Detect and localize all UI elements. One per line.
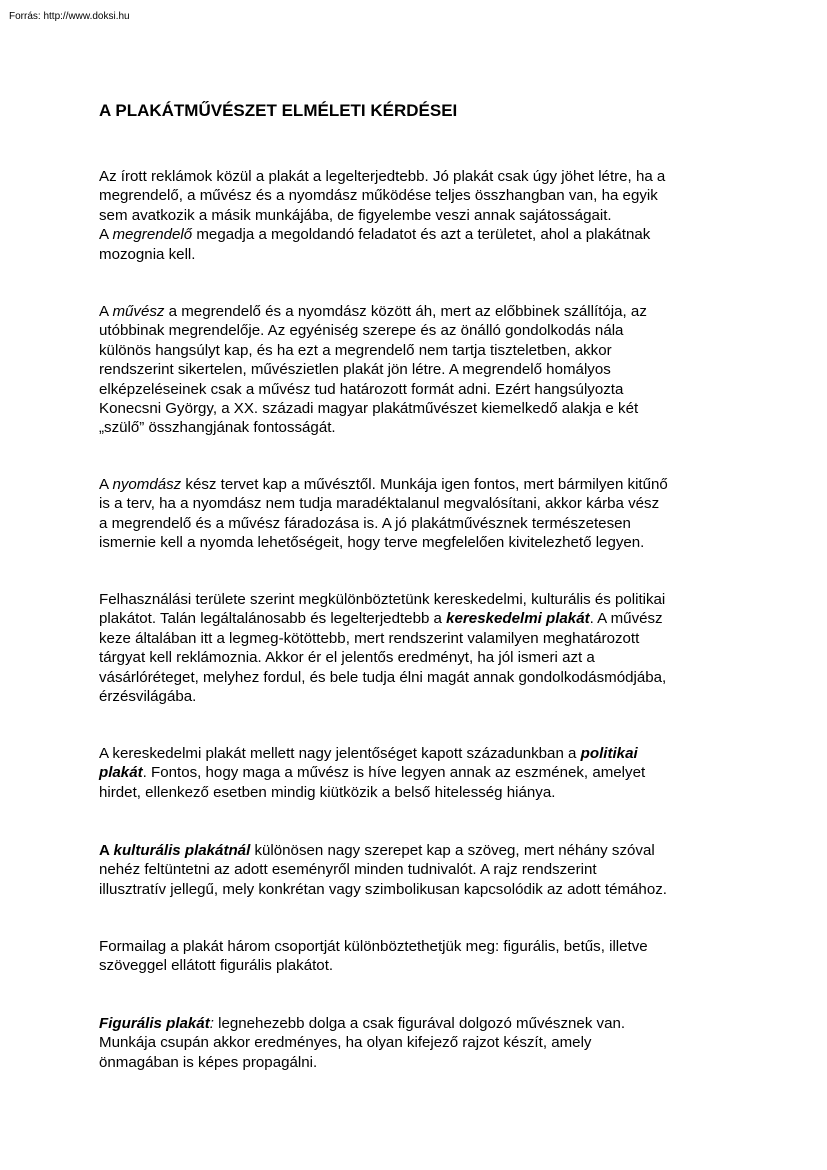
text-line: Munkája csupán akkor eredményes, ha olyan kifejező rajzot készít, amely (99, 1034, 592, 1052)
text-line: hirdet, ellenkező esetben mindig kiütközik a belső hitelesség hiánya. (99, 783, 556, 801)
emphasis-plakat: plakát (99, 764, 143, 782)
text-line: szöveggel ellátott figurális plakátot. (99, 957, 334, 975)
text-line: Felhasználási területe szerint megkülönböztetünk kereskedelmi, kulturális és politikai (99, 591, 666, 608)
text-line: a megrendelő és a művész fáradozása is. A jó plakátművésznek természetesen (99, 514, 631, 532)
text-line: vásárlóréteget, melyhez fordul, és bele tudja élni magát annak gondolkodásmódjába, (99, 668, 667, 686)
text-line: utóbbinak megrendelője. Az egyéniség szerepe és az önálló gondolkodás nála (99, 322, 624, 340)
text-line: A kulturális plakátnál különösen nagy szerepet kap a szöveg, mert néhány szóval (99, 842, 655, 859)
text-line: érzésvilágába. (99, 688, 197, 706)
emphasis-kereskedelmi-plakat: kereskedelmi plakát (446, 610, 590, 628)
emphasis-nyomdasz: nyomdász (112, 476, 182, 493)
paragraph-political (99, 744, 739, 802)
text-line: különös hangsúlyt kap, és ha ezt a megrendelő nem tartja tiszteletben, akkor (99, 341, 612, 359)
text-line: A művész a megrendelő és a nyomdász között áh, mert az előbbinek szállítója, az (99, 303, 647, 320)
paragraph-artist (99, 302, 739, 438)
text-line: tárgyat kell reklámoznia. Akkor ér el jelentős eredményt, ha jól ismeri azt a (99, 649, 595, 667)
text-line: Konecsni György, a XX. századi magyar plakátművészet kiemelkedő alakja e két (99, 400, 639, 418)
text-line: Figurális plakát: legnehezebb dolga a csak figurával dolgozó művésznek van. (99, 1015, 626, 1032)
emphasis-megrendelo: megrendelő (112, 226, 193, 244)
text-line: A kereskedelmi plakát mellett nagy jelentőséget kapott századunkban a politikai (99, 745, 638, 762)
text-line: sem avatkozik a másik munkájába, de figyelembe veszi annak sajátosságait. (99, 206, 612, 224)
text-line: A nyomdász kész tervet kap a művésztől. Munkája igen fontos, mert bármilyen kitűnő (99, 476, 668, 493)
paragraph-figural (99, 1014, 739, 1072)
paragraph-cultural (99, 841, 739, 899)
emphasis-kulturalis-plakatnal: kulturális plakátnál (113, 842, 251, 859)
text-line: „szülő” összhangjának fontosságát. (99, 419, 336, 437)
text-line: is a terv, ha a nyomdász nem tudja maradéktalanul megvalósítani, akkor kárba vész (99, 495, 660, 513)
text-line: önmagában is képes propagálni. (99, 1053, 318, 1071)
page-title: A PLAKÁTMŰVÉSZET ELMÉLETI KÉRDÉSEI (99, 101, 458, 120)
paragraph-forms (99, 937, 739, 976)
text-line: plakát. Fontos, hogy maga a művész is híve legyen annak az eszmének, amelyet (99, 764, 646, 782)
emphasis-muvesz: művész (112, 303, 165, 320)
paragraph-commercial (99, 590, 739, 706)
source-note: Forrás: http://www.doksi.hu (9, 11, 130, 22)
text-line: Az írott reklámok közül a plakát a legelterjedtebb. Jó plakát csak úgy jöhet létre, ha a (99, 168, 666, 185)
paragraph-printer (99, 475, 739, 553)
text-line: Formailag a plakát három csoportját különböztethetjük meg: figurális, betűs, illetve (99, 938, 648, 955)
text-line: illusztratív jellegű, mely konkrétan vagy szimbolikusan kapcsolódik az adott témához. (99, 880, 667, 898)
text-line: nehéz feltüntetni az adott eseményről minden tudnivalót. A rajz rendszerint (99, 861, 597, 879)
text-line: keze általában itt a legmeg-kötöttebb, mert rendszerint valamilyen meghatározott (99, 629, 640, 647)
paragraph-intro (99, 167, 739, 264)
text-line: rendszerint sikertelen, művészietlen plakát jön létre. A megrendelő homályos (99, 361, 611, 379)
emphasis-figuralis-plakat: Figurális plakát (99, 1015, 210, 1032)
text-line: elképzeléseinek csak a művész tud határozott formát adni. Ezért hangsúlyozta (99, 380, 624, 398)
text-line: A megrendelő megadja a megoldandó feladatot és azt a területet, ahol a plakátnak (99, 226, 651, 244)
emphasis-politikai: politikai (580, 745, 638, 762)
text-line: mozognia kell. (99, 245, 196, 263)
text-line: ismernie kell a nyomda lehetőségeit, hogy terve megfelelően kivitelezhető legyen. (99, 534, 645, 552)
text-line: plakátot. Talán legáltalánosabb és legelterjedtebb a kereskedelmi plakát. A művész (99, 610, 663, 628)
text-line: megrendelő, a művész és a nyomdász működése teljes összhangban van, ha egyik (99, 187, 658, 205)
